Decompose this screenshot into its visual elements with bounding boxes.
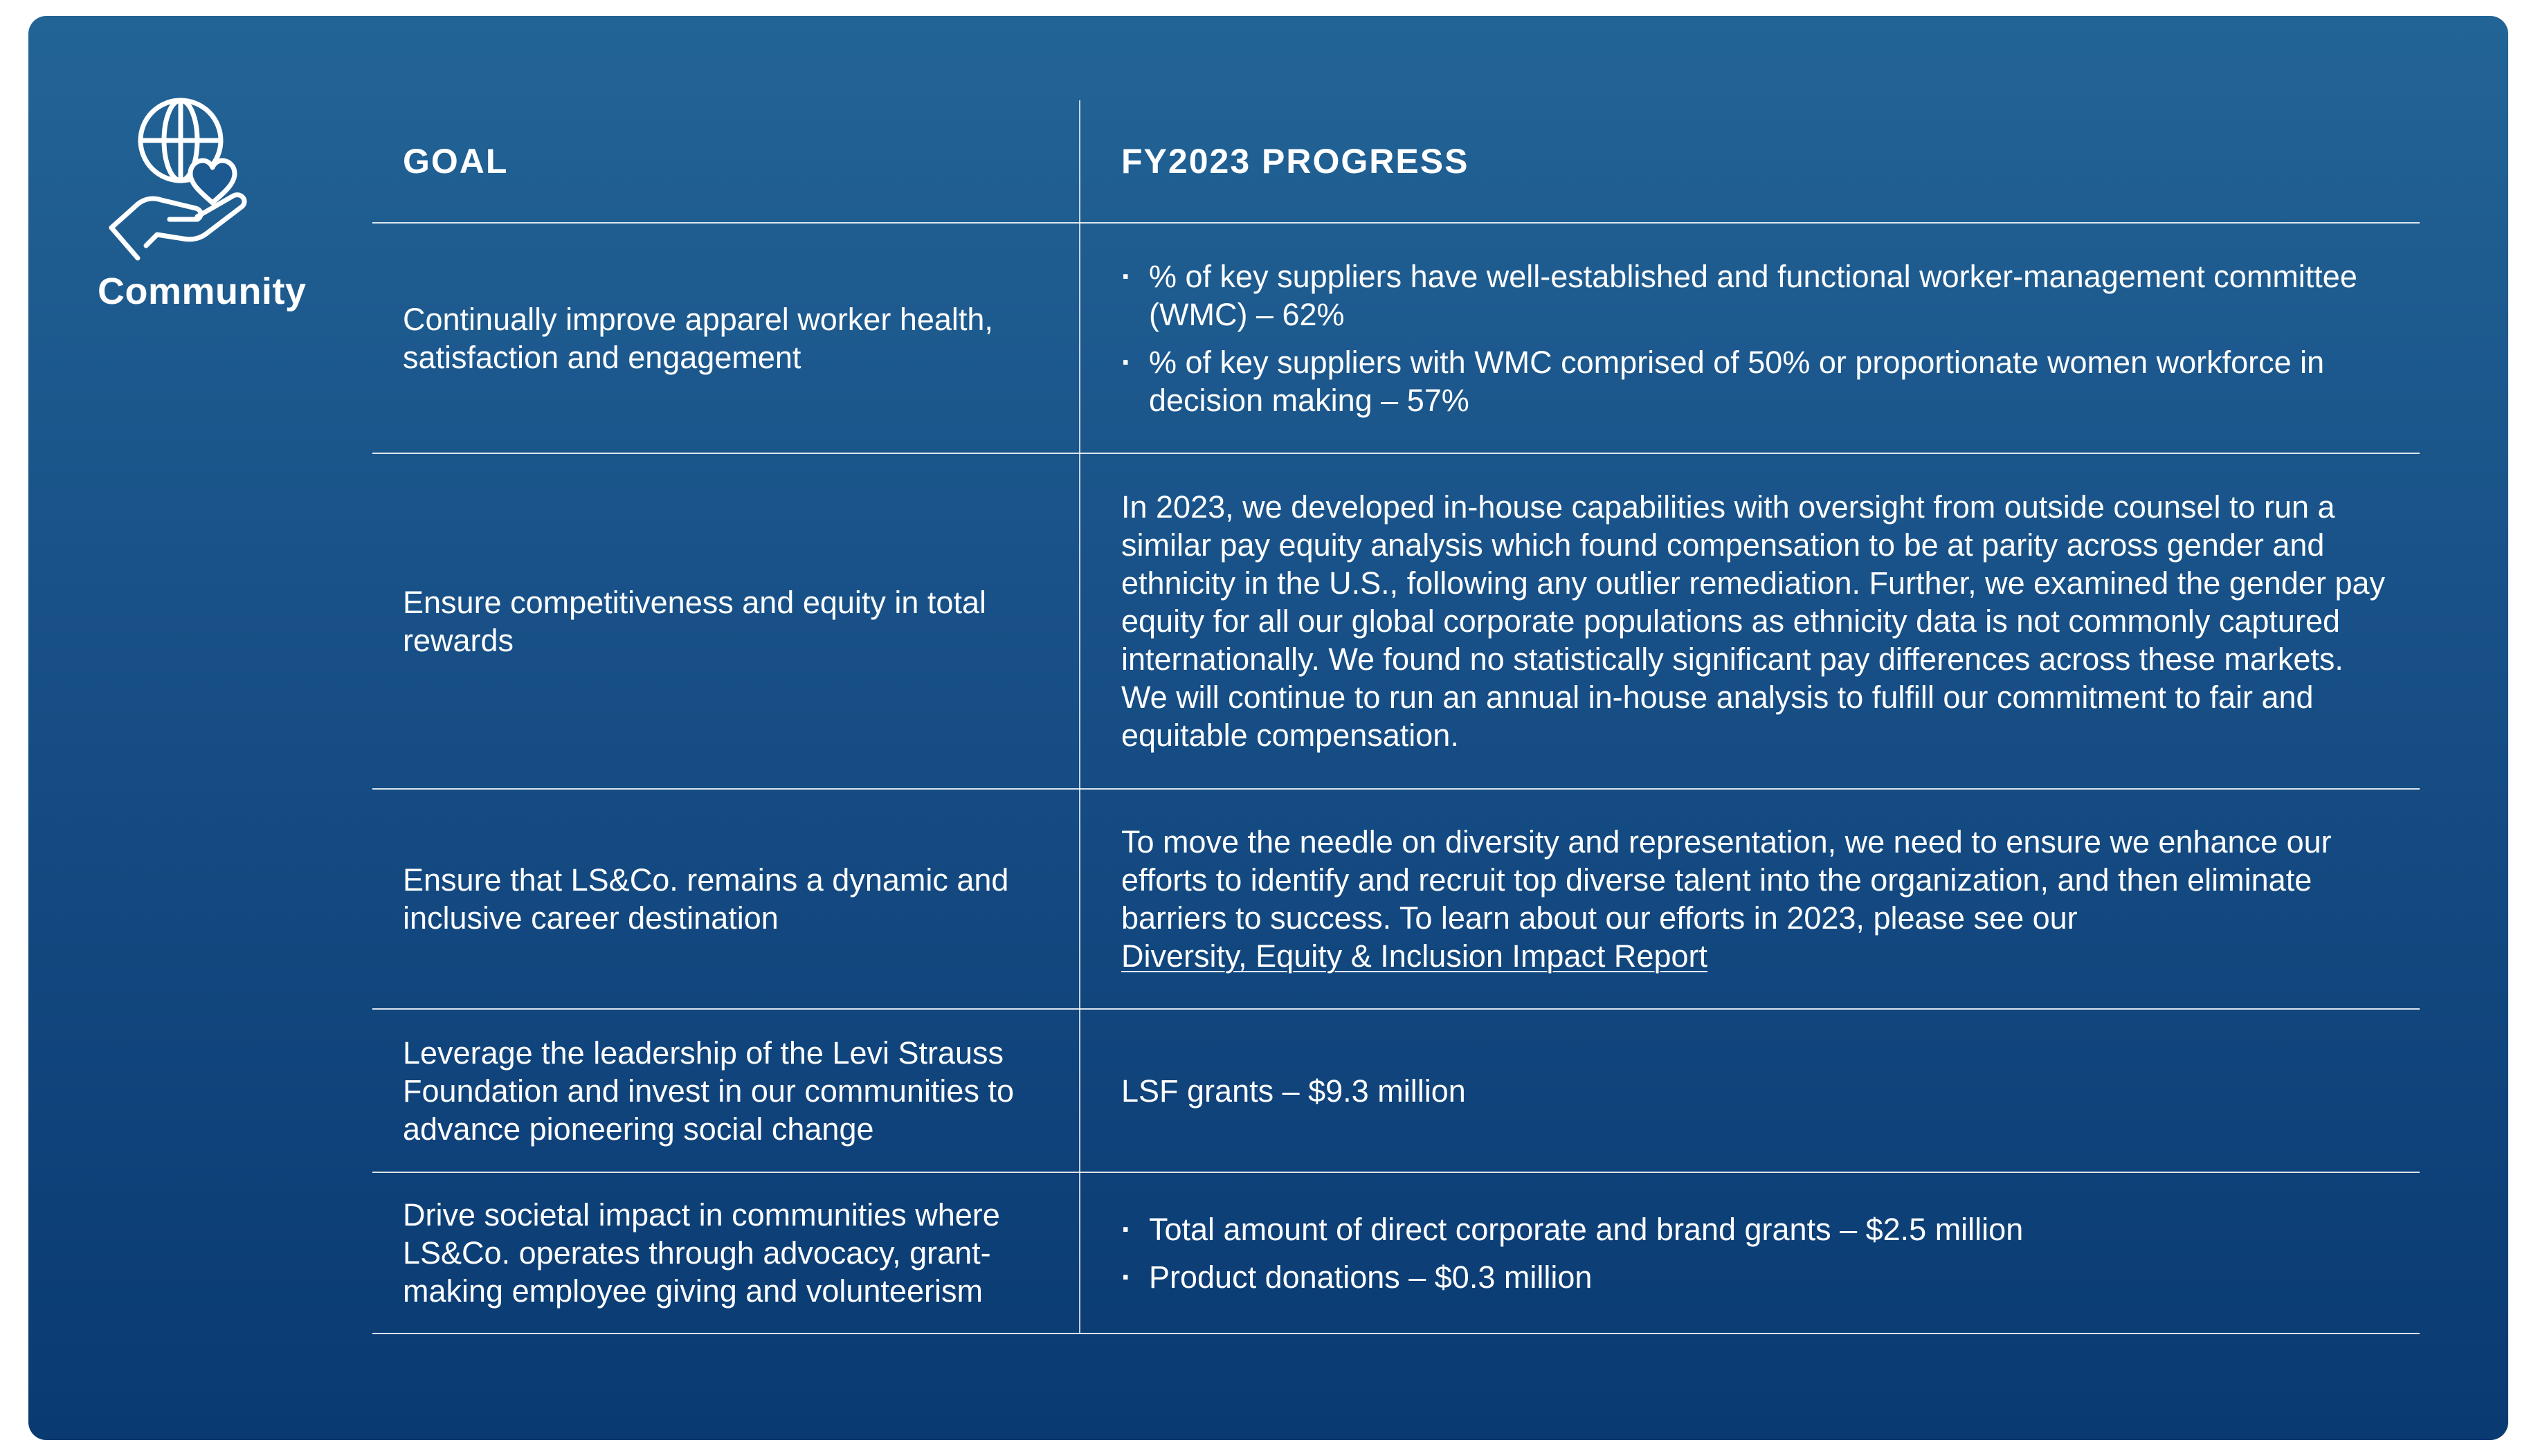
progress-text: To move the needle on diversity and representation, we need to ensure we enhance our efforts to identify and recruit top diverse talent into the organization, and then eliminate barriers to success. To learn about our efforts in 2023, please see our [1121,824,2332,936]
progress-bullet: · Product donations – $0.3 million [1121,1258,2392,1296]
table-row [372,790,2420,1010]
goals-table [372,100,2420,1334]
progress-bullet: · % of key suppliers have well-established and functional worker-management committee (WMC) – 62% [1121,257,2392,334]
category-label: Community [98,271,307,312]
goal-cell: Continually improve apparel worker health, satisfaction and engagement [403,301,993,375]
progress-cell [1080,1210,2420,1296]
table-row [372,1173,2420,1334]
globe-heart-hand-icon [98,92,264,262]
progress-cell: In 2023, we developed in-house capabilities with oversight from outside counsel to run a similar pay equity analysis which found compensation to be at parity across gender and ethnicity in the U.S., following any outlier remediation. Further, we examined the gender pay equity for all our global corporate populations as ethnicity data is not commonly captured internationally. We found no statistically significant pay differences across these markets. We will continue to run an annual in-house analysis to fulfill our commitment to fair and equitable compensation. [1121,489,2385,753]
category-block [98,92,307,313]
goal-cell: Ensure that LS&Co. remains a dynamic and inclusive career destination [403,862,1009,936]
dei-report-link[interactable]: Diversity, Equity & Inclusion Impact Report [1121,938,1707,974]
progress-bullet: · % of key suppliers with WMC comprised of 50% or proportionate women workforce in decision making – 57% [1121,343,2392,419]
goal-cell: Ensure competitiveness and equity in total rewards [403,584,986,658]
progress-bullet-list [1121,257,2392,419]
community-panel [28,16,2508,1440]
progress-bullet-list [1121,1210,2392,1296]
progress-cell [1080,257,2420,419]
table-row [372,454,2420,790]
table-row [372,1010,2420,1173]
goal-cell: Drive societal impact in communities where LS&Co. operates through advocacy, grant-making employee giving and volunteerism [403,1197,1000,1309]
progress-bullet: · Total amount of direct corporate and brand grants – $2.5 million [1121,1210,2392,1248]
goal-column-header: GOAL [403,141,509,181]
table-row [372,224,2420,454]
progress-cell [1080,823,2420,975]
progress-cell: LSF grants – $9.3 million [1121,1073,1466,1109]
progress-column-header: FY2023 PROGRESS [1121,141,1469,181]
table-header-row [372,100,2420,224]
goal-cell: Leverage the leadership of the Levi Strauss Foundation and invest in our communities to advance pioneering social change [403,1035,1014,1147]
